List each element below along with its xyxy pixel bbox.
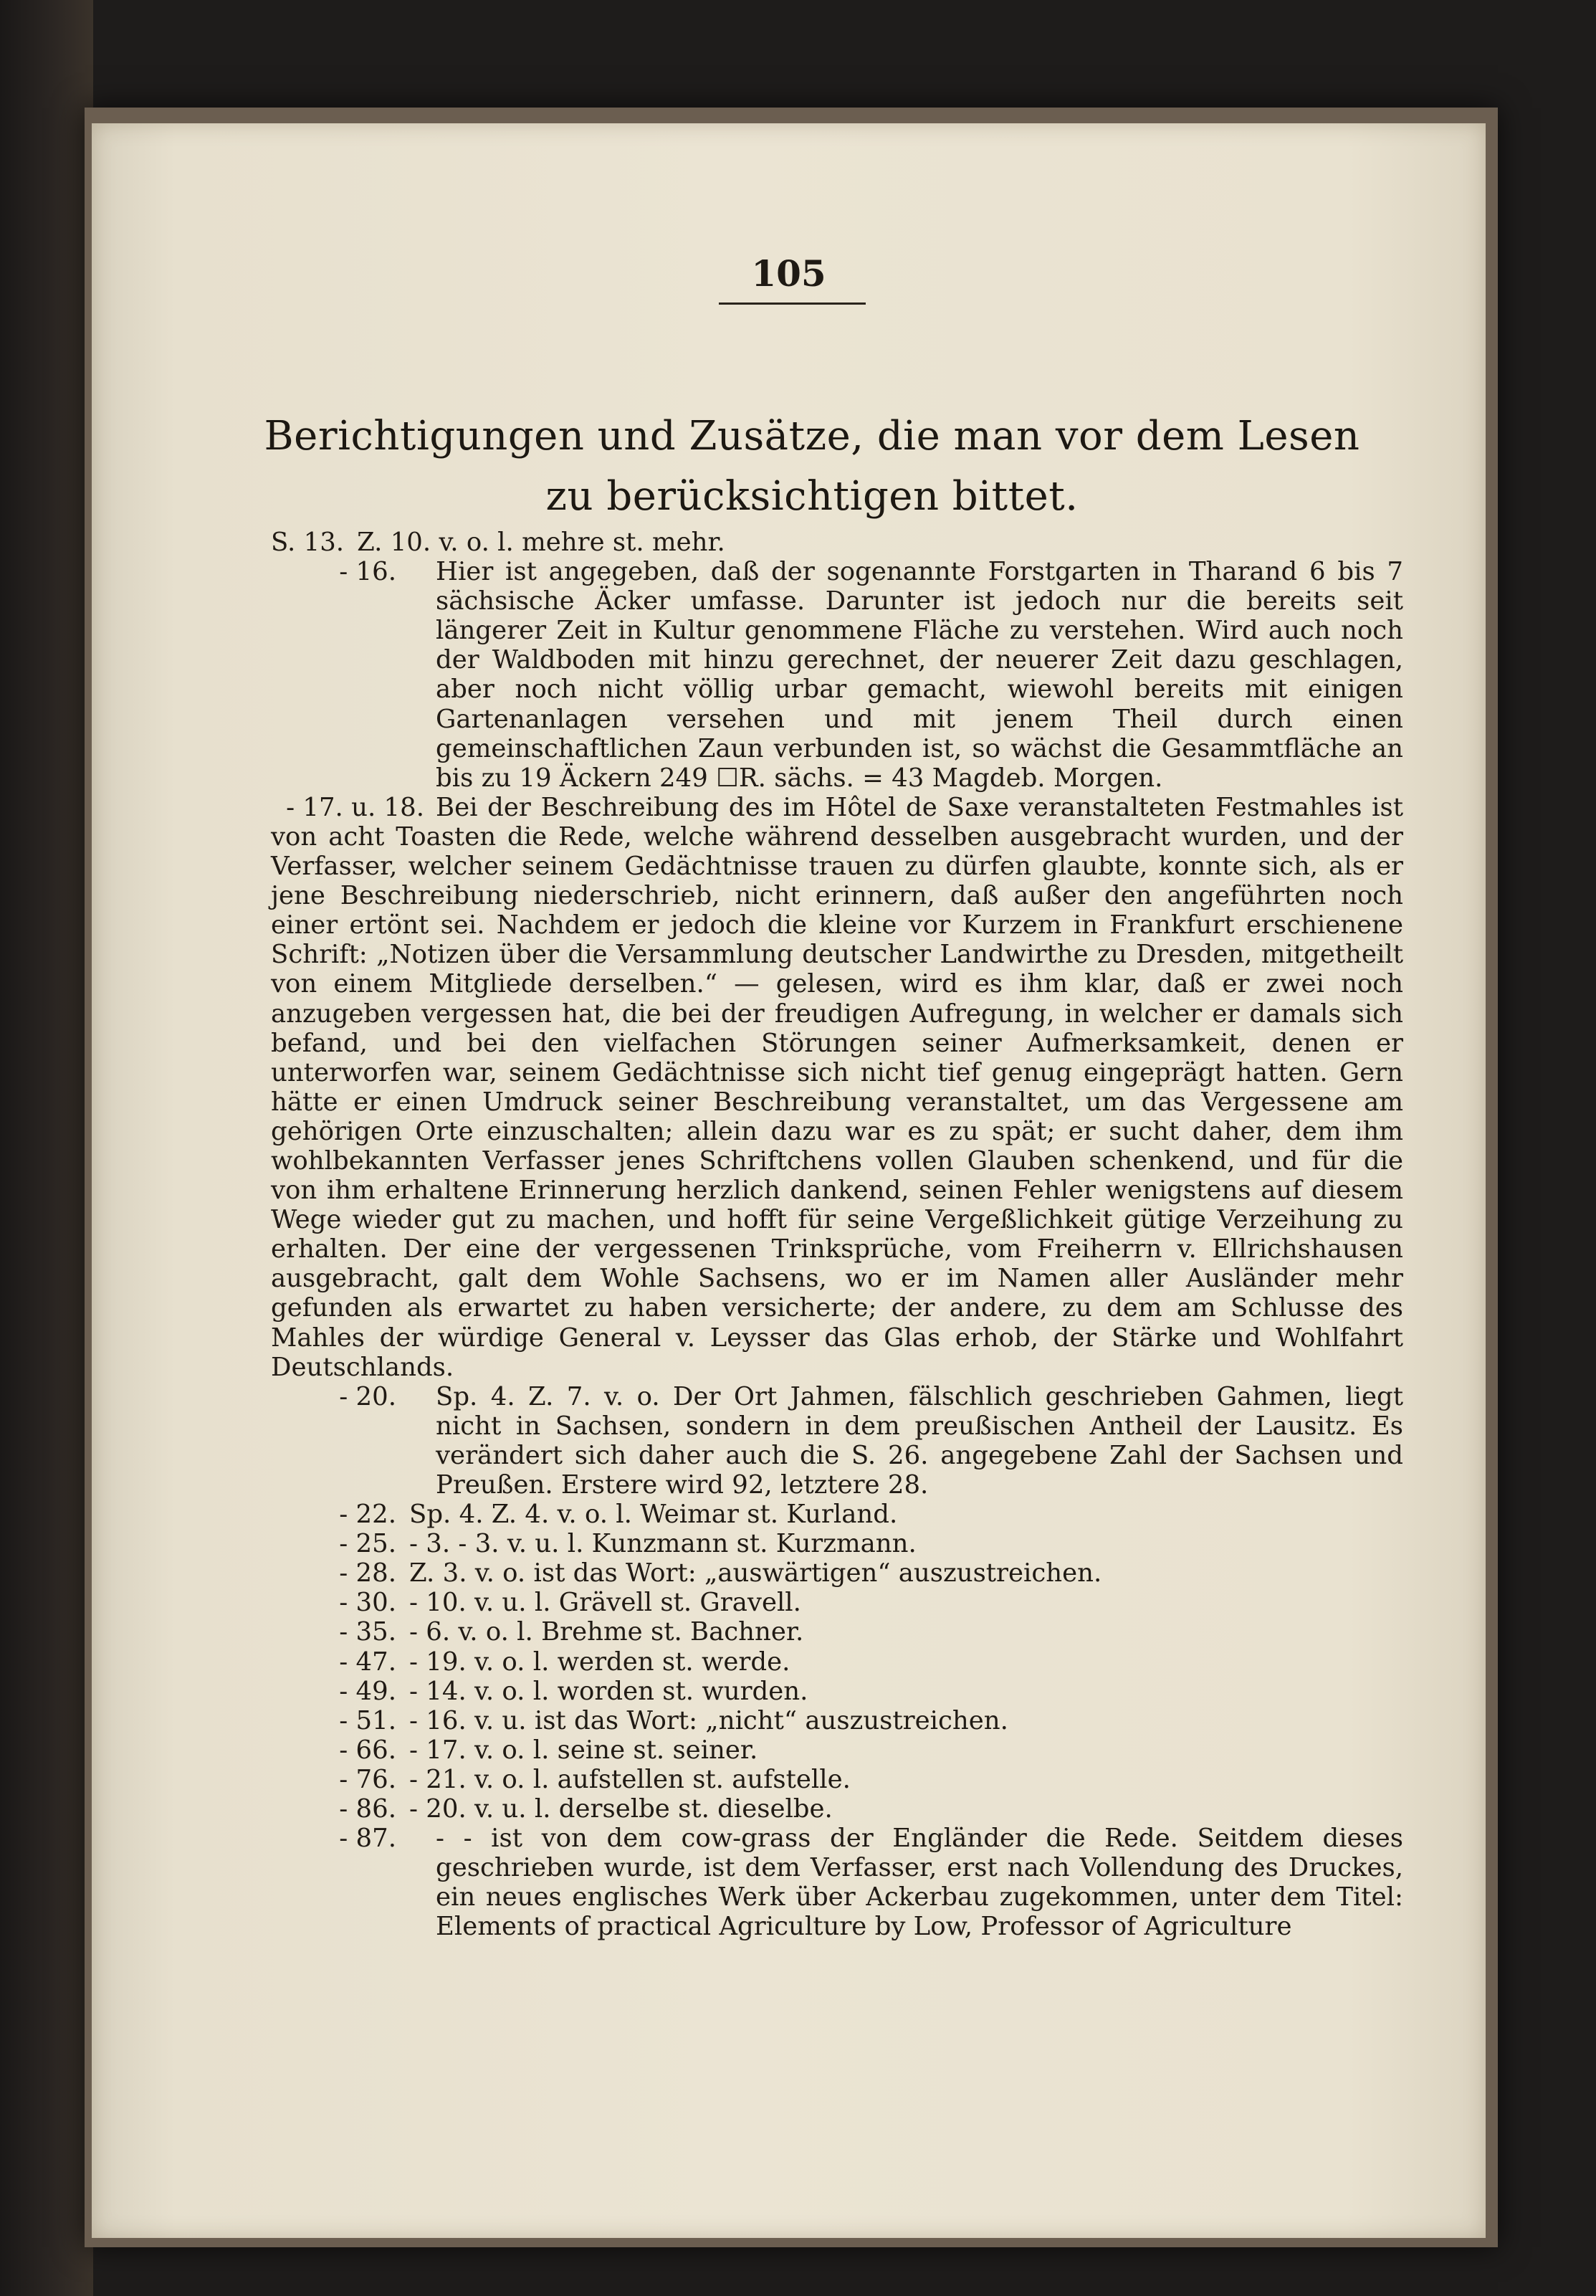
errata-entry — [271, 1794, 1403, 1824]
entry-text: Hier ist angegeben, daß der sogenannte Forstgarten in Tharand 6 bis 7 sächsische Äcker umfasse. Darunter ist jedoch nur die bereits seit längerer Zeit in Kultur genommene Fläche zu verstehen. Wird auch noch der Waldboden mit hinzu gerechnet, der neuerer Zeit dazu geschlagen, aber noch nicht völlig urbar gemacht, wiewohl bereits mit einigen Gartenanlagen versehen und mit jenem Theil durch einen gemeinschaftlichen Zaun verbunden ist, so wächst die Gesammtfläche an bis zu 19 Äckern 249 ☐R. sächs. = 43 Magdeb. Morgen. — [436, 557, 1403, 793]
book-binding — [0, 0, 93, 2296]
entry-page-ref: - 20. — [339, 1381, 396, 1411]
entry-page-ref: - 76. — [339, 1764, 396, 1794]
errata-entry — [271, 1558, 1403, 1588]
errata-entry — [271, 1824, 1403, 1941]
page-number: 105 — [751, 252, 826, 295]
entry-page-ref: - 66. — [339, 1735, 396, 1765]
entry-page-ref: - 87. — [339, 1824, 396, 1854]
entry-page-ref: - 49. — [339, 1676, 396, 1706]
entry-page-ref: - 16. — [339, 557, 396, 587]
entry-text: - - ist von dem cow-grass der Engländer die Rede. Seitdem dieses geschrieben wurde, ist dem Verfasser, erst nach Vollendung des Druckes, ein neues englisches Werk über Ackerbau zugekommen, unter dem Titel: Elements of practical Agriculture by Low, Professor of Agriculture — [436, 1824, 1403, 1942]
errata-list — [271, 528, 1403, 1942]
errata-entry — [271, 1529, 1403, 1558]
entry-page-ref: - 86. — [339, 1794, 396, 1824]
entry-page-ref: - 28. — [339, 1558, 396, 1588]
errata-entry — [271, 528, 1403, 557]
entry-page-ref: - 51. — [339, 1705, 396, 1735]
entry-text: - 6. v. o. l. Brehme st. Bachner. — [409, 1617, 804, 1647]
entry-text: Z. 10. v. o. l. mehre st. mehr. — [357, 528, 725, 557]
errata-entry — [271, 557, 1403, 793]
entry-page-ref: - 22. — [339, 1500, 396, 1530]
entry-text: - 17. v. o. l. seine st. seiner. — [409, 1735, 758, 1765]
entry-text: Z. 3. v. o. ist das Wort: „auswärtigen“ auszustreichen. — [409, 1558, 1102, 1588]
entry-page-ref: - 35. — [339, 1617, 396, 1647]
entry-page-ref: - 17. u. 18. — [286, 792, 424, 822]
entry-text: - 10. v. u. l. Grävell st. Gravell. — [409, 1588, 801, 1618]
errata-entry — [271, 1677, 1403, 1706]
page-title: Berichtigungen und Zusätze, die man vor dem Lesen zu berücksichtigen bittet. — [264, 413, 1360, 520]
errata-entry — [271, 1617, 1403, 1647]
errata-entry — [271, 1588, 1403, 1617]
errata-entry — [271, 1382, 1403, 1500]
entry-text: Sp. 4. Z. 4. v. o. l. Weimar st. Kurland. — [409, 1500, 898, 1530]
page-number-rule — [719, 303, 866, 305]
errata-entry — [271, 1765, 1403, 1794]
entry-page-ref: - 30. — [339, 1588, 396, 1618]
entry-page-ref: S. 13. — [271, 528, 345, 557]
entry-text: Sp. 4. Z. 7. v. o. Der Ort Jahmen, fälschlich geschrieben Gahmen, liegt nicht in Sachsen, sondern in dem preußischen Antheil der Lausitz. Es verändert sich daher auch die S. 26. angegebene Zahl der Sachsen und Preußen. Erstere wird 92, letztere 28. — [436, 1381, 1403, 1500]
errata-entry — [271, 1647, 1403, 1677]
errata-entry — [271, 793, 1403, 1382]
book-page — [92, 123, 1486, 2238]
entry-text: - 14. v. o. l. worden st. wurden. — [409, 1676, 808, 1706]
entry-text: - 21. v. o. l. aufstellen st. aufstelle. — [409, 1764, 851, 1794]
errata-entry — [271, 1706, 1403, 1735]
errata-entry — [271, 1735, 1403, 1765]
entry-text: - 16. v. u. ist das Wort: „nicht“ auszustreichen. — [409, 1705, 1008, 1735]
entry-text: - 3. - 3. v. u. l. Kunzmann st. Kurzmann. — [409, 1529, 917, 1559]
entry-text: - 20. v. u. l. derselbe st. dieselbe. — [409, 1794, 833, 1824]
entry-page-ref: - 25. — [339, 1529, 396, 1559]
entry-text: Bei der Beschreibung des im Hôtel de Saxe veranstalteten Festmahles ist von acht Toasten die Rede, welche während desselben ausgebracht wurden, und der Verfasser, welcher seinem Gedächtnisse trauen zu dürfen glaubte, konnte sich, als er jene Beschreibung niederschrieb, nicht erinnern, daß außer den angeführten noch einer ertönt sei. Nachdem er jedoch die kleine vor Kurzem in Frankfurt erschienene Schrift: „Notizen über die Versammlung deutscher Landwirthe zu Dresden, mitgetheilt von einem Mitgliede derselben.“ — gelesen, wird es ihm klar, daß er zwei noch anzugeben vergessen hat, die bei der freudigen Aufregung, in welcher er damals sich befand, und bei den vielfachen Störungen seiner Aufmerksamkeit, denen er unterworfen war, seinem Gedächtnisse sich nicht tief genug eingeprägt hatten. Gern hätte er einen Umdruck seiner Beschreibung veranstaltet, um das Vergessene am gehörigen Orte einzuschalten; allein dazu war es zu spät; er sucht daher, dem ihm wohlbekannten Verfasser jenes Schriftchens vollen Glauben schenkend, und für die von ihm erhaltene Erinnerung herzlich dankend, seinen Fehler wenigstens auf diesem Wege wieder gut zu machen, und hofft für seine Vergeßlichkeit gütige Verzeihung zu erhalten. Der eine der vergessenen Trinksprüche, vom Freiherrn v. Ellrichshausen ausgebracht, galt dem Wohle Sachsens, wo er im Namen aller Ausländer mehr gefunden als erwartet zu haben versicherte; der andere, zu dem am Schlusse des Mahles der würdige General v. Leysser das Glas erhob, der Stärke und Wohlfahrt Deutschlands. — [271, 792, 1403, 1382]
entry-page-ref: - 47. — [339, 1647, 396, 1677]
errata-entry — [271, 1500, 1403, 1529]
entry-text: - 19. v. o. l. werden st. werde. — [409, 1647, 790, 1677]
